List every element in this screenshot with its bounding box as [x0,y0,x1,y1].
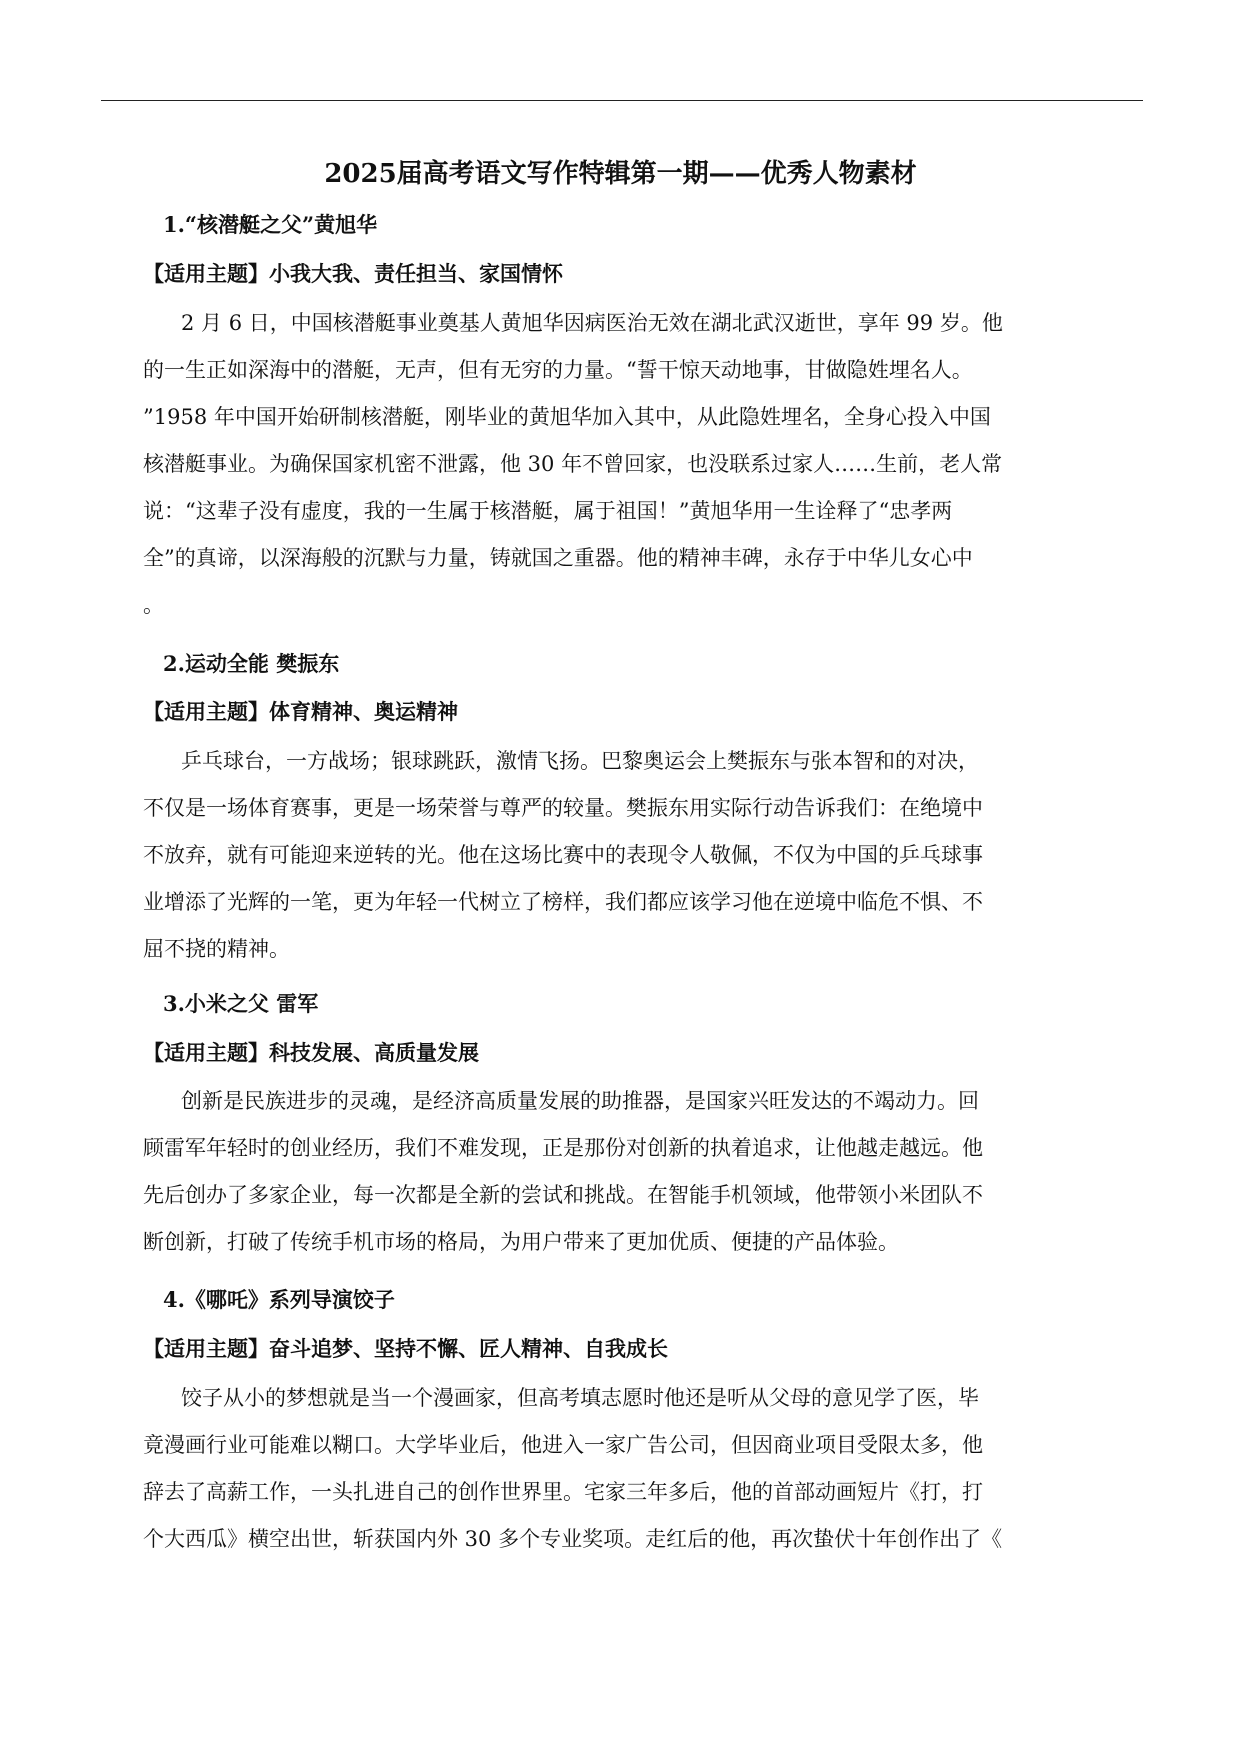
document-title: 2025届高考语文写作特辑第一期——优秀人物素材 [324,159,917,189]
paragraph-line: 全”的真谛，以深海般的沉默与力量，铸就国之重器。他的精神丰碑，永存于中华儿女心中 [143,546,973,570]
paragraph-line: 先后创办了多家企业，每一次都是全新的尝试和挑战。在智能手机领域，他带领小米团队不 [143,1183,983,1207]
section-theme: 【适用主题】小我大我、责任担当、家国情怀 [143,261,563,286]
section-theme: 【适用主题】奋斗追梦、坚持不懈、匠人精神、自我成长 [143,1336,668,1361]
paragraph-line: 核潜艇事业。为确保国家机密不泄露，他 30 年不曾回家，也没联系过家人……生前，老人常 [143,452,1003,476]
section-heading: 4.《哪吒》系列导演饺子 [163,1287,395,1312]
paragraph-line: 乒乓球台，一方战场；银球跳跃，激情飞扬。巴黎奥运会上樊振东与张本智和的对决， [181,749,979,773]
section-heading: 3.小米之父 雷军 [163,991,319,1016]
paragraph-line: 2 月 6 日，中国核潜艇事业奠基人黄旭华因病医治无效在湖北武汉逝世，享年 99 岁。他 [181,311,1003,335]
section-heading: 2.运动全能 樊振东 [163,651,340,676]
paragraph-line: 不放弃，就有可能迎来逆转的光。他在这场比赛中的表现令人敬佩，不仅为中国的乒乓球事 [143,843,983,867]
section-paragraph [143,1375,1123,1563]
paragraph-line: 断创新，打破了传统手机市场的格局，为用户带来了更加优质、便捷的产品体验。 [143,1230,899,1254]
header-rule [101,100,1143,101]
paragraph-line: 创新是民族进步的灵魂，是经济高质量发展的助推器，是国家兴旺发达的不竭动力。回 [181,1089,979,1113]
paragraph-line: 辞去了高薪工作，一头扎进自己的创作世界里。宅家三年多后，他的首部动画短片《打，打 [143,1480,983,1504]
paragraph-line: 竟漫画行业可能难以糊口。大学毕业后，他进入一家广告公司，但因商业项目受限太多，他 [143,1433,983,1457]
section-paragraph [143,1078,1123,1266]
section-paragraph [143,300,1123,629]
paragraph-line: 饺子从小的梦想就是当一个漫画家，但高考填志愿时他还是听从父母的意见学了医，毕 [181,1386,979,1410]
paragraph-line: 。 [143,593,164,617]
paragraph-line: 说：“这辈子没有虚度，我的一生属于核潜艇，属于祖国！”黄旭华用一生诠释了“忠孝两 [143,499,953,523]
section-theme: 【适用主题】体育精神、奥运精神 [143,699,458,724]
section-paragraph [143,738,1123,973]
paragraph-line: 业增添了光辉的一笔，更为年轻一代树立了榜样，我们都应该学习他在逆境中临危不惧、不 [143,890,983,914]
paragraph-line: ”1958 年中国开始研制核潜艇，刚毕业的黄旭华加入其中，从此隐姓埋名，全身心投入中国 [143,405,991,429]
paragraph-line: 的一生正如深海中的潜艇，无声，但有无穷的力量。“誓干惊天动地事，甘做隐姓埋名人。 [143,358,973,382]
paragraph-line: 屈不挠的精神。 [143,937,290,961]
section-heading: 1.“核潜艇之父”黄旭华 [163,212,378,237]
paragraph-line: 个大西瓜》横空出世，斩获国内外 30 多个专业奖项。走红后的他，再次蛰伏十年创作出了《 [143,1527,1003,1551]
section-theme: 【适用主题】科技发展、高质量发展 [143,1040,479,1065]
paragraph-line: 不仅是一场体育赛事，更是一场荣誉与尊严的较量。樊振东用实际行动告诉我们：在绝境中 [143,796,983,820]
paragraph-line: 顾雷军年轻时的创业经历，我们不难发现，正是那份对创新的执着追求，让他越走越远。他 [143,1136,983,1160]
